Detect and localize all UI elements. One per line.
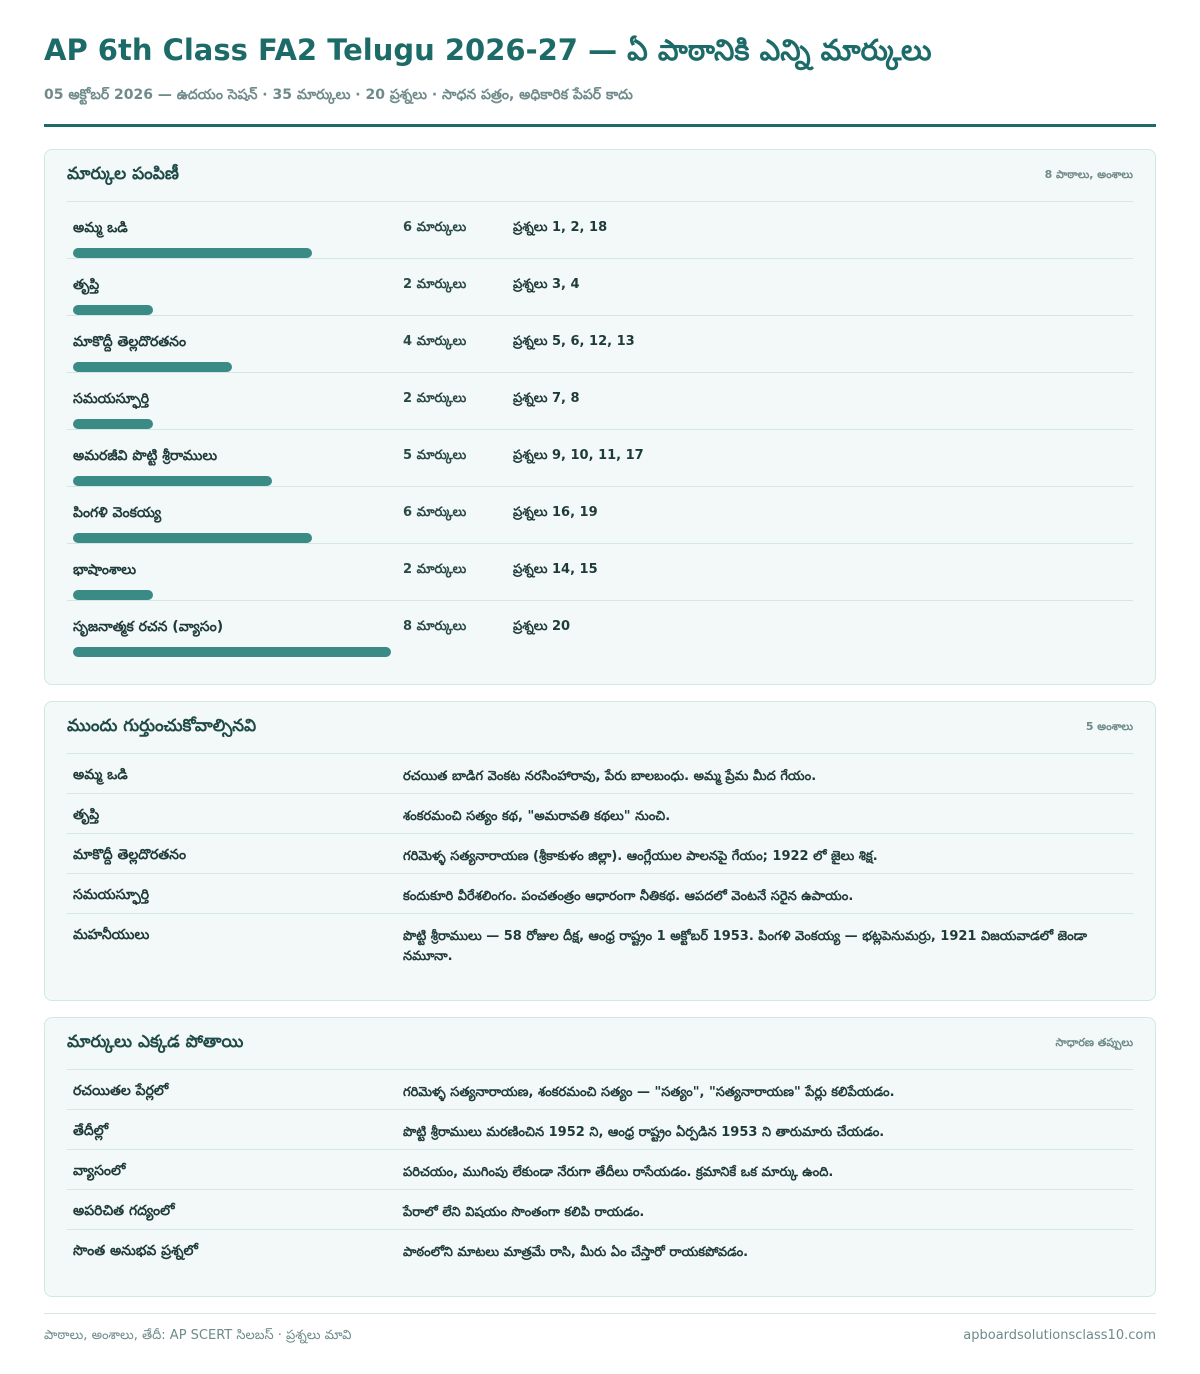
row-value: శంకరమంచి సత్యం కథ, "అమరావతి కథలు" నుంచి.	[403, 809, 671, 824]
mistake-row	[67, 1110, 1133, 1150]
remember-card	[44, 701, 1156, 1001]
row-key: మాకొద్దీ తెల్లదొరతనం	[73, 847, 187, 863]
lesson-name: సమయస్ఫూర్తి	[73, 391, 150, 407]
mistake-row	[67, 1230, 1133, 1270]
row-value: రచయిత బాడిగ వెంకట నరసింహారావు, పేరు బాలబంధు. అమ్మ ప్రేమ మీద గేయం.	[403, 769, 817, 784]
lesson-marks: 5 మార్కులు	[403, 448, 467, 463]
row-key: అపరిచిత గద్యంలో	[73, 1203, 175, 1219]
row-value: కందుకూరి వీరేశలింగం. పంచతంత్రం ఆధారంగా నీతికథ. ఆపదలో వెంటనే సరైన ఉపాయం.	[403, 889, 854, 904]
distribution-rows	[67, 202, 1133, 658]
lesson-name: అమరజీవి పొట్టి శ్రీరాములు	[73, 448, 218, 464]
distribution-row	[67, 601, 1133, 658]
lesson-marks: 2 మార్కులు	[403, 391, 467, 406]
distribution-row	[67, 202, 1133, 259]
mistake-row	[67, 1190, 1133, 1230]
row-key: సొంత అనుభవ ప్రశ్నలో	[73, 1243, 198, 1259]
card-note: 8 పాఠాలు, అంశాలు	[1044, 167, 1133, 181]
mistakes-rows	[67, 1070, 1133, 1270]
remember-row	[67, 834, 1133, 874]
lesson-marks: 8 మార్కులు	[403, 619, 467, 634]
lesson-name: మాకొద్దీ తెల్లదొరతనం	[73, 334, 187, 350]
lesson-marks: 2 మార్కులు	[403, 562, 467, 577]
title-divider	[44, 124, 1156, 127]
marks-bar	[73, 305, 153, 315]
remember-row	[67, 874, 1133, 914]
row-key: రచయితల పేర్లలో	[73, 1083, 169, 1099]
lesson-name: పింగళి వెంకయ్య	[73, 505, 162, 521]
card-title: మార్కులు ఎక్కడ పోతాయి	[67, 1031, 244, 1052]
page-subtitle: 05 అక్టోబర్ 2026 — ఉదయం సెషన్ · 35 మార్కులు · 20 ప్రశ్నలు · సాధన పత్రం, అధికారిక పేపర్ కాదు	[44, 87, 633, 103]
distribution-row	[67, 373, 1133, 430]
distribution-row	[67, 544, 1133, 601]
marks-bar	[73, 362, 232, 372]
remember-row	[67, 794, 1133, 834]
lesson-marks: 6 మార్కులు	[403, 505, 467, 520]
marks-bar	[73, 248, 312, 258]
row-key: తేదీల్లో	[73, 1123, 109, 1139]
distribution-row	[67, 316, 1133, 373]
lesson-name: తృప్తి	[73, 277, 100, 293]
row-value: పేరాలో లేని విషయం సొంతంగా కలిపి రాయడం.	[403, 1205, 645, 1220]
remember-rows	[67, 754, 1133, 980]
lesson-marks: 2 మార్కులు	[403, 277, 467, 292]
marks-bar	[73, 476, 272, 486]
row-value: గరిమెళ్ళ సత్యనారాయణ (శ్రీకాకుళం జిల్లా). ఆంగ్లేయుల పాలనపై గేయం; 1922 లో జైలు శిక్ష.	[403, 849, 878, 864]
card-header	[67, 150, 1133, 202]
marks-bar	[73, 647, 391, 657]
mistake-row	[67, 1070, 1133, 1110]
row-value: పాఠంలోని మాటలు మాత్రమే రాసి, మీరు ఏం చేస్తారో రాయకపోవడం.	[403, 1245, 749, 1260]
marks-bar	[73, 590, 153, 600]
lesson-name: భాషాంశాలు	[73, 562, 137, 578]
row-value: పొట్టి శ్రీరాములు — 58 రోజుల దీక్ష, ఆంధ్ర రాష్ట్రం 1 అక్టోబర్ 1953. పింగళి వెంకయ్య — భట్లపెనుమర్రు, 1921 విజయవాడలో జెండా నమూనా.	[403, 929, 1087, 964]
lesson-name: సృజనాత్మక రచన (వ్యాసం)	[73, 619, 224, 635]
row-key: సమయస్ఫూర్తి	[73, 887, 150, 903]
lesson-questions: ప్రశ్నలు 14, 15	[513, 562, 598, 577]
row-value: పరిచయం, ముగింపు లేకుండా నేరుగా తేదీలు రాసేయడం. క్రమానికే ఒక మార్కు ఉంది.	[403, 1165, 834, 1180]
lesson-questions: ప్రశ్నలు 7, 8	[513, 391, 580, 406]
card-title: మార్కుల పంపిణీ	[67, 163, 179, 184]
marks-bar	[73, 419, 153, 429]
footer-site-link[interactable]: apboardsolutionsclass10.com	[963, 1328, 1156, 1343]
remember-row	[67, 754, 1133, 794]
marks-distribution-card	[44, 149, 1156, 685]
footer-divider	[44, 1313, 1156, 1314]
card-note: 5 అంశాలు	[1085, 719, 1133, 733]
mistakes-card	[44, 1017, 1156, 1297]
lesson-questions: ప్రశ్నలు 9, 10, 11, 17	[513, 448, 644, 463]
distribution-row	[67, 259, 1133, 316]
distribution-row	[67, 487, 1133, 544]
lesson-questions: ప్రశ్నలు 20	[513, 619, 571, 634]
card-header	[67, 1018, 1133, 1070]
footer-source: పాఠాలు, అంశాలు, తేదీ: AP SCERT సిలబస్ · ప్రశ్నలు మావి	[44, 1328, 352, 1343]
remember-row	[67, 914, 1133, 980]
row-key: వ్యాసంలో	[73, 1163, 126, 1179]
row-key: తృప్తి	[73, 807, 100, 823]
lesson-questions: ప్రశ్నలు 16, 19	[513, 505, 598, 520]
mistake-row	[67, 1150, 1133, 1190]
card-title: ముందు గుర్తుంచుకోవాల్సినవి	[67, 715, 257, 736]
page-title: AP 6th Class FA2 Telugu 2026-27 — ఏ పాఠానికి ఎన్ని మార్కులు	[44, 33, 932, 67]
card-header	[67, 702, 1133, 754]
lesson-name: అమ్మ ఒడి	[73, 220, 128, 236]
lesson-marks: 4 మార్కులు	[403, 334, 467, 349]
lesson-marks: 6 మార్కులు	[403, 220, 467, 235]
distribution-row	[67, 430, 1133, 487]
row-value: పొట్టి శ్రీరాములు మరణించిన 1952 ని, ఆంధ్ర రాష్ట్రం ఏర్పడిన 1953 ని తారుమారు చేయడం.	[403, 1125, 885, 1140]
marks-bar	[73, 533, 312, 543]
lesson-questions: ప్రశ్నలు 5, 6, 12, 13	[513, 334, 635, 349]
row-value: గరిమెళ్ళ సత్యనారాయణ, శంకరమంచి సత్యం — "సత్యం", "సత్యనారాయణ" పేర్లు కలిపేయడం.	[403, 1085, 895, 1100]
row-key: మహనీయులు	[73, 927, 150, 943]
row-key: అమ్మ ఒడి	[73, 767, 128, 783]
lesson-questions: ప్రశ్నలు 1, 2, 18	[513, 220, 608, 235]
card-note: సాధారణ తప్పులు	[1055, 1035, 1133, 1049]
lesson-questions: ప్రశ్నలు 3, 4	[513, 277, 580, 292]
